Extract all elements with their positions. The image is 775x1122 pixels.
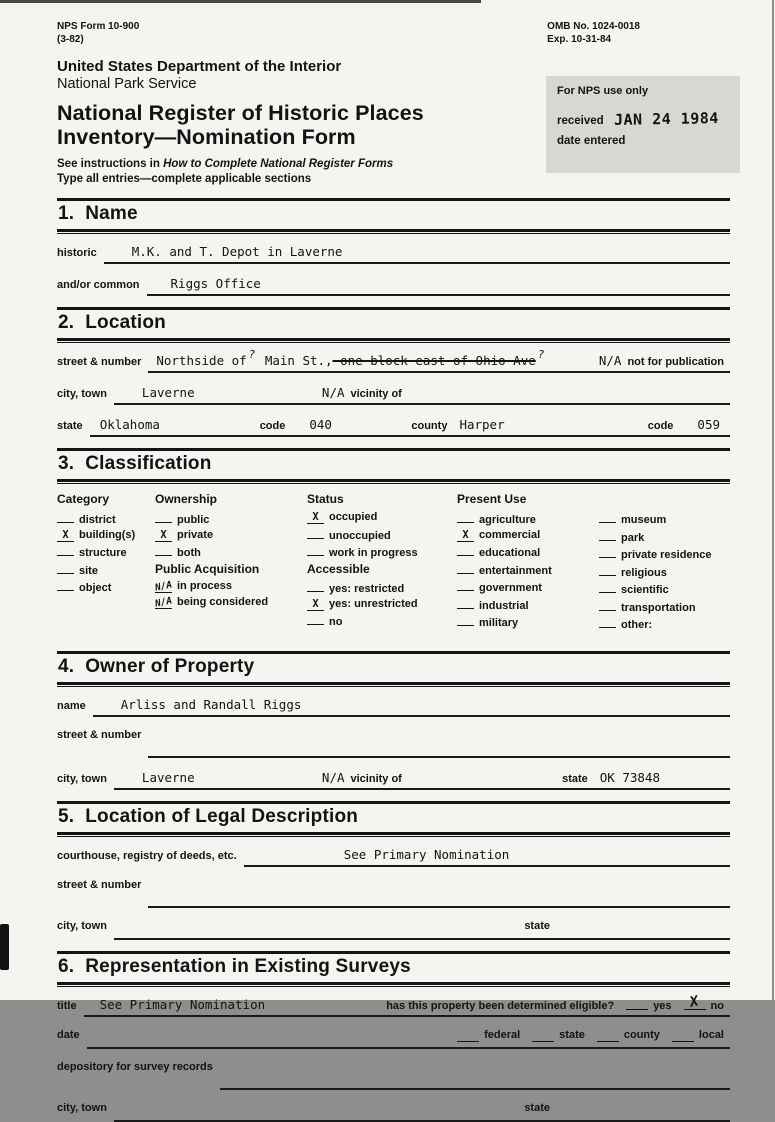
owner-vicinity-na: N/A	[321, 769, 345, 785]
scan-artifact-smudge	[0, 924, 9, 970]
state-blank	[532, 1029, 554, 1042]
status-header: Status	[307, 492, 344, 507]
ownership-column	[155, 492, 307, 634]
owner-street-line	[148, 738, 730, 758]
unoccupied-blank	[307, 527, 324, 539]
present-use-column-2	[599, 492, 730, 634]
federal-label: federal	[484, 1028, 521, 1041]
commercial-blank: X	[457, 530, 474, 542]
received-label: received	[557, 115, 604, 127]
county-label: county	[411, 420, 448, 433]
section-3-classification-header	[57, 448, 730, 482]
classification-grid	[57, 492, 730, 640]
checkbox-buildings: X building(s)	[57, 529, 155, 542]
local-label: local	[698, 1028, 724, 1041]
county-level-label: county	[623, 1028, 660, 1041]
county-value: Harper	[459, 417, 505, 433]
legal-city-label: city, town	[57, 919, 107, 932]
transportation-blank	[599, 599, 616, 611]
courthouse-label: courthouse, registry of deeds, etc.	[57, 849, 237, 862]
eligible-yes-label: yes	[653, 999, 672, 1012]
legal-street-line	[148, 888, 730, 908]
section-5-legal-header	[57, 801, 730, 835]
field-row-courthouse	[57, 847, 730, 867]
survey-date-line	[87, 1029, 730, 1049]
street-label: street & number	[57, 356, 142, 369]
form-number-block	[57, 20, 139, 46]
instructions-prefix: See instructions in	[57, 158, 164, 171]
field-row-survey-city	[57, 1102, 730, 1122]
omb-expiration: Exp. 10-31-84	[547, 34, 612, 45]
checkbox-scientific: scientific	[599, 581, 730, 596]
county-blank	[597, 1029, 619, 1042]
received-row	[557, 110, 729, 128]
survey-title-value: See Primary Nomination	[99, 996, 266, 1012]
checkbox-work-in-progress: work in progress	[307, 544, 457, 559]
state-code-value: 040	[309, 417, 332, 433]
vicinity-label: vicinity of	[350, 388, 402, 401]
status-column	[307, 492, 457, 634]
city-value: Laverne	[141, 385, 195, 401]
owner-street-label: street & number	[57, 728, 142, 741]
omb-number: OMB No. 1024-0018	[547, 21, 640, 32]
county-code-value: 059	[697, 417, 720, 433]
courthouse-line	[244, 847, 730, 867]
military-blank	[457, 614, 474, 626]
owner-vicinity-label: vicinity of	[350, 772, 402, 785]
field-row-owner-street	[57, 729, 730, 758]
accessible-header: Accessible	[307, 562, 370, 577]
survey-city-label: city, town	[57, 1101, 107, 1114]
checkbox-yes-unrestricted: X yes: unrestricted	[307, 598, 457, 611]
field-row-historic	[57, 244, 730, 264]
public-acquisition-header: Public Acquisition	[155, 562, 260, 577]
federal-blank	[457, 1029, 479, 1042]
checkbox-unoccupied: unoccupied	[307, 527, 457, 542]
field-row-owner-city	[57, 770, 730, 790]
depository-label: depository for survey records	[57, 1060, 213, 1073]
site-blank	[57, 562, 74, 574]
being-considered-blank: N/A	[154, 594, 174, 610]
checkbox-yes-restricted: yes: restricted	[307, 580, 457, 595]
instructions-line-2: Type all entries—complete applicable sections	[57, 173, 312, 186]
city-line	[114, 385, 730, 405]
not-for-publication-label: not for publication	[627, 356, 724, 369]
agriculture-blank	[457, 511, 474, 523]
yes-restricted-blank	[307, 580, 324, 592]
occupied-blank: X	[307, 512, 324, 524]
checkbox-other: other:	[599, 616, 730, 631]
entertainment-blank	[457, 562, 474, 574]
field-row-common-name	[57, 276, 730, 296]
handwritten-mark-2: ?	[537, 348, 545, 362]
scan-artifact-top-edge	[0, 0, 481, 3]
form-meta-row	[57, 20, 730, 46]
present-use-header: Present Use	[457, 492, 527, 507]
common-name-line	[147, 276, 730, 296]
survey-title-label: title	[57, 999, 77, 1012]
checkbox-in-process: N/A in process	[154, 579, 233, 594]
no-blank	[307, 613, 324, 625]
buildings-blank: X	[57, 530, 74, 542]
section-6-heading: 6. Representation in Existing Surveys	[58, 955, 411, 977]
owner-name-value: Arliss and Randall Riggs	[120, 696, 302, 712]
field-row-owner-name	[57, 697, 730, 717]
public-blank	[155, 511, 172, 523]
field-row-city	[57, 385, 730, 405]
section-6-surveys-header	[57, 951, 730, 985]
present-use-header-2	[599, 492, 730, 506]
legal-street-label: street & number	[57, 878, 142, 891]
state-value: Oklahoma	[99, 417, 160, 433]
survey-city-line	[114, 1102, 730, 1122]
checkbox-museum: museum	[599, 511, 730, 526]
scan-artifact-right-edge	[772, 0, 774, 1000]
checkbox-transportation: transportation	[599, 599, 730, 614]
checkbox-educational: educational	[457, 544, 599, 559]
city-label: city, town	[57, 388, 107, 401]
depository-line	[220, 1070, 730, 1090]
courthouse-value: See Primary Nomination	[343, 846, 510, 862]
checkbox-site: site	[57, 562, 155, 577]
legal-state-label: state	[524, 919, 550, 932]
checkbox-entertainment: entertainment	[457, 562, 599, 577]
date-entered-label: date entered	[557, 135, 626, 147]
section-3-heading: 3. Classification	[58, 453, 212, 475]
instructions-manual-title: How to Complete National Register Forms	[163, 158, 394, 171]
private-blank: X	[155, 530, 172, 542]
checkbox-no: no	[307, 613, 457, 628]
state-level-label: state	[559, 1028, 585, 1041]
section-4-heading: 4. Owner of Property	[58, 655, 255, 677]
form-title-line-1: National Register of Historic Places	[57, 101, 424, 125]
survey-state-label: state	[524, 1101, 550, 1114]
structure-blank	[57, 544, 74, 556]
field-row-state	[57, 417, 730, 437]
state-line	[90, 417, 730, 437]
agency-line-1: United States Department of the Interior	[57, 58, 342, 75]
field-row-survey-title	[57, 992, 730, 1017]
omb-block	[547, 20, 730, 46]
checkbox-object: object	[57, 579, 155, 594]
field-row-legal-street	[57, 879, 730, 908]
section-2-heading: 2. Location	[58, 312, 166, 334]
present-use-column	[457, 492, 599, 634]
nps-use-only-box	[546, 76, 740, 173]
district-blank	[57, 511, 74, 523]
eligible-yes-blank	[626, 997, 648, 1010]
field-row-survey-date	[57, 1029, 730, 1049]
eligible-no-label: no	[710, 999, 724, 1012]
historic-label: historic	[57, 247, 97, 260]
section-5-heading: 5. Location of Legal Description	[58, 805, 359, 827]
industrial-blank	[457, 597, 474, 609]
owner-state-label: state	[562, 772, 588, 785]
section-4-owner-header	[57, 651, 730, 685]
checkbox-park: park	[599, 529, 730, 544]
checkbox-government: government	[457, 579, 599, 594]
religious-blank	[599, 564, 616, 576]
common-name-value: Riggs Office	[170, 276, 261, 292]
street-value-part2: Main St.,	[257, 353, 333, 369]
state-label: state	[57, 420, 83, 433]
street-line	[148, 348, 730, 373]
park-blank	[599, 529, 616, 541]
street-value-struck: one block east of Ohio Ave	[332, 353, 536, 369]
educational-blank	[457, 544, 474, 556]
checkbox-being-considered: N/A being considered	[154, 594, 269, 610]
section-1-heading: 1. Name	[58, 203, 138, 225]
section-1-name-header	[57, 198, 730, 232]
checkbox-religious: religious	[599, 564, 730, 579]
owner-city-value: Laverne	[141, 769, 195, 785]
checkbox-agriculture: agriculture	[457, 511, 599, 526]
street-na-value: N/A	[598, 353, 622, 369]
local-blank	[672, 1029, 694, 1042]
private-residence-blank	[599, 546, 616, 558]
owner-city-line	[114, 770, 730, 790]
county-code-label: code	[647, 420, 674, 433]
other-blank	[599, 616, 616, 628]
category-column	[57, 492, 155, 634]
form-number: NPS Form 10-900	[57, 21, 140, 32]
legal-city-line	[114, 920, 730, 940]
checkbox-occupied: X occupied	[307, 511, 457, 524]
government-blank	[457, 579, 474, 591]
common-name-label: and/or common	[57, 279, 140, 292]
received-date-stamp: JAN 24 1984	[613, 109, 719, 129]
vicinity-na-value: N/A	[321, 385, 345, 401]
checkbox-private: X private	[155, 529, 307, 542]
ownership-header: Ownership	[155, 492, 218, 507]
field-row-depository	[57, 1061, 730, 1090]
form-title-line-2: Inventory—Nomination Form	[57, 124, 356, 149]
handwritten-mark-1: ?	[248, 348, 256, 362]
checkbox-industrial: industrial	[457, 597, 599, 612]
form-title	[57, 102, 557, 149]
owner-name-line	[93, 697, 730, 717]
survey-title-line	[84, 992, 730, 1017]
nps-box-header: For NPS use only	[557, 85, 649, 97]
street-value-part1: Northside of	[156, 353, 247, 369]
work-in-progress-blank	[307, 544, 324, 556]
eligible-question-label: has this property been determined eligible?	[386, 999, 615, 1012]
checkbox-private-residence: private residence	[599, 546, 730, 561]
owner-city-label: city, town	[57, 772, 107, 785]
museum-blank	[599, 511, 616, 523]
in-process-blank: N/A	[154, 579, 174, 594]
historic-line	[104, 244, 730, 264]
object-blank	[57, 579, 74, 591]
checkbox-public: public	[155, 511, 307, 526]
scientific-blank	[599, 581, 616, 593]
checkbox-both: both	[155, 544, 307, 559]
state-code-label: code	[259, 420, 286, 433]
eligible-no-blank: X	[684, 997, 706, 1010]
field-row-legal-city	[57, 920, 730, 940]
checkbox-structure: structure	[57, 544, 155, 559]
field-row-street	[57, 348, 730, 373]
both-blank	[155, 544, 172, 556]
yes-unrestricted-blank: X	[307, 599, 324, 611]
checkbox-military: military	[457, 614, 599, 629]
category-header: Category	[57, 492, 110, 507]
survey-date-label: date	[57, 1028, 80, 1041]
agency-line-2: National Park Service	[57, 76, 197, 92]
checkbox-commercial: X commercial	[457, 529, 599, 542]
checkbox-district: district	[57, 511, 155, 526]
section-2-location-header	[57, 307, 730, 341]
historic-value: M.K. and T. Depot in Laverne	[131, 244, 343, 260]
form-revision: (3-82)	[57, 34, 84, 45]
owner-name-label: name	[57, 699, 86, 712]
owner-state-value: OK 73848	[599, 769, 660, 785]
